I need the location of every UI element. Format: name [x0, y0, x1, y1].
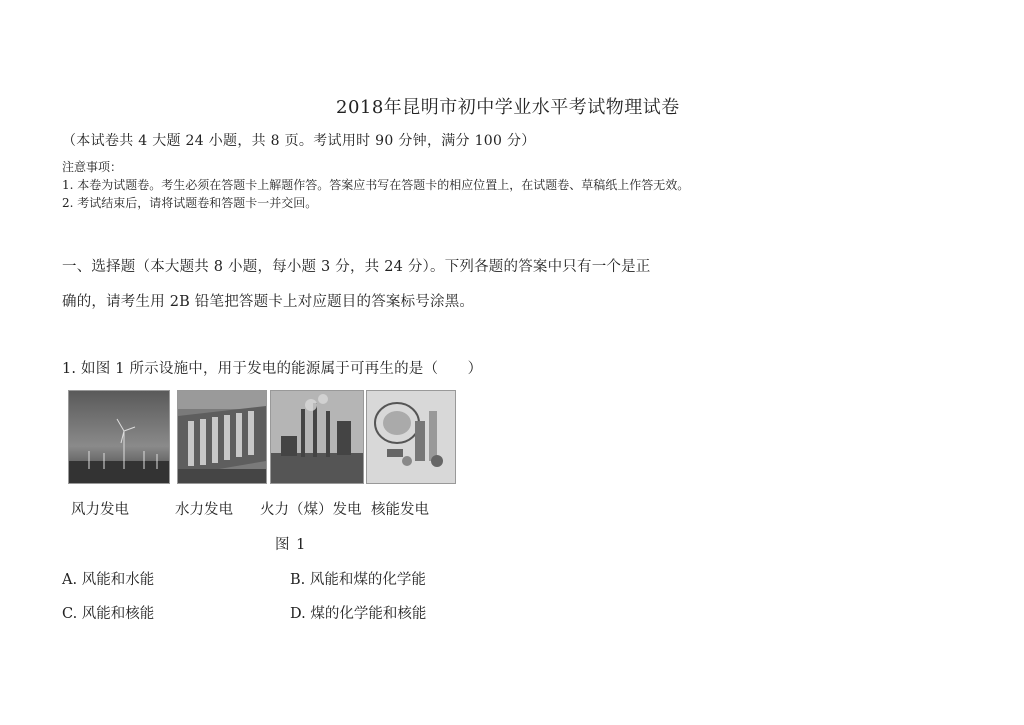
hydro-power-image: [177, 390, 267, 484]
option-c: C. 风能和核能: [62, 606, 155, 622]
option-d: D. 煤的化学能和核能: [290, 606, 427, 622]
notes-heading: 注意事项：: [62, 160, 123, 174]
figure-label: 图 1: [275, 537, 307, 553]
exam-subtitle: （本试卷共 4 大题 24 小题，共 8 页。考试用时 90 分钟，满分 100 分）: [62, 133, 536, 149]
coal-power-image: [270, 390, 364, 484]
caption-coal: 火力（煤）发电: [260, 502, 362, 518]
note-item-2: 2. 考试结束后，请将试题卷和答题卡一并交回。: [62, 196, 318, 210]
note-item-1: 1. 本卷为试题卷。考生必须在答题卡上解题作答。答案应书写在答题卡的相应位置上，在试题卷、草稿纸上作答无效。: [62, 178, 690, 192]
nuclear-power-image: [366, 390, 456, 484]
option-a: A. 风能和水能: [62, 572, 155, 588]
caption-nuclear: 核能发电: [371, 502, 429, 518]
section-instruction-line2: 确的，请考生用 2B 铅笔把答题卡上对应题目的答案标号涂黑。: [62, 294, 475, 310]
option-b: B. 风能和煤的化学能: [290, 572, 426, 588]
wind-power-image: [68, 390, 170, 484]
exam-title: 2018年昆明市初中学业水平考试物理试卷: [336, 97, 680, 118]
caption-hydro: 水力发电: [175, 502, 233, 518]
caption-wind: 风力发电: [71, 502, 129, 518]
question-1-stem: 1. 如图 1 所示设施中，用于发电的能源属于可再生的是（ ）: [62, 361, 483, 377]
section-instruction-line1: 一、选择题（本大题共 8 小题，每小题 3 分，共 24 分）。下列各题的答案中只有一个是正: [62, 259, 651, 275]
